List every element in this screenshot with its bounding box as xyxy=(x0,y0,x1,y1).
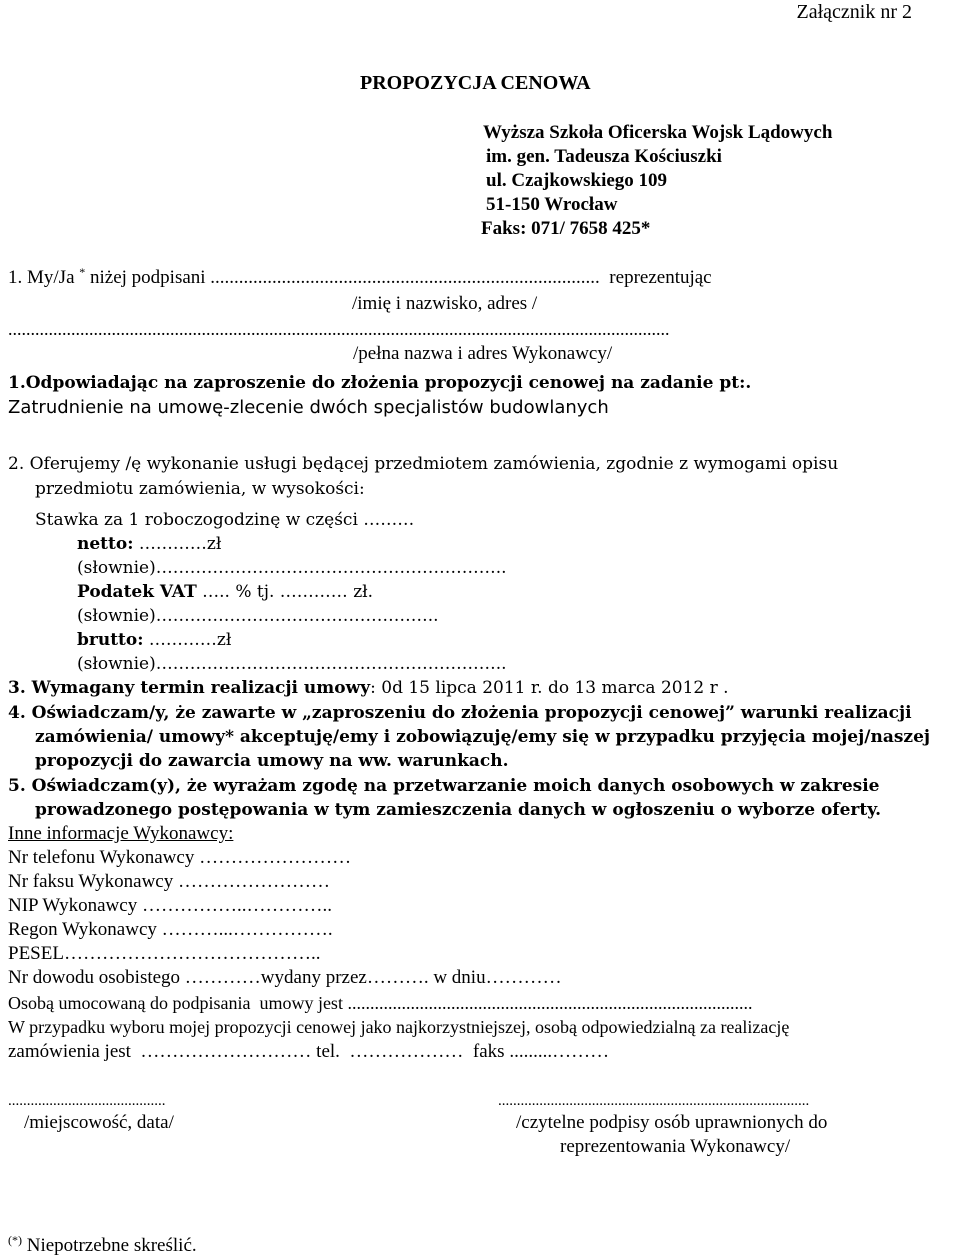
offer-line-1: 2. Oferujemy /ę wykonanie usługi będącej przedmiotem zamówienia, zgodnie z wymogami opisu xyxy=(8,454,839,474)
declaration-4-line-3: propozycji do zawarcia umowy na ww. warunkach. xyxy=(35,751,509,771)
document-title: PROPOZYCJA CENOWA xyxy=(360,72,591,94)
brutto-in-words: (słownie)…………………………………………………….. xyxy=(77,654,507,674)
recipient-line: Wyższa Szkoła Oficerska Wojsk Lądowych xyxy=(483,122,833,143)
contractor-intro xyxy=(8,266,712,290)
vat-label: Podatek VAT xyxy=(77,582,197,602)
netto-row xyxy=(77,532,221,556)
vat-in-words: (słownie)………………………………………….. xyxy=(77,606,439,626)
hourly-rate: Stawka za 1 roboczogodzinę w części ……… xyxy=(35,510,415,530)
other-info-heading: Inne informacje Wykonawcy: xyxy=(8,823,234,844)
footnote-text: Niepotrzebne skreślić. xyxy=(22,1235,197,1256)
responsible-person-line-2: zamówienia jest ……………………… tel. ……………… faks .........……… xyxy=(8,1041,610,1062)
invitation-heading: 1.Odpowiadając na zaproszenie do złożenia propozycji cenowej na zadanie pt:. xyxy=(8,373,752,393)
footnote xyxy=(8,1234,197,1258)
netto-value: …………zł xyxy=(133,534,222,554)
declaration-5-line-2: prowadzonego postępowania w tym zamieszczenia danych w ogłoszeniu o wyborze oferty. xyxy=(35,800,882,820)
contractor-intro-post: niżej podpisani .................................................................................. reprezentując xyxy=(85,267,712,288)
completion-term-value: : 0d 15 lipca 2011 r. do 13 marca 2012 r . xyxy=(370,678,729,698)
brutto-label: brutto: xyxy=(77,630,144,650)
recipient-line: im. gen. Tadeusza Kościuszki xyxy=(486,146,722,167)
place-date-dots: .......................................... xyxy=(8,1093,166,1109)
completion-term xyxy=(8,676,729,700)
netto-in-words: (słownie)…………………………………………………….. xyxy=(77,558,507,578)
annex-label: Załącznik nr 2 xyxy=(796,1,912,23)
vat-value: ….. % tj. ………… zł. xyxy=(196,582,374,602)
recipient-line: 51-150 Wrocław xyxy=(486,194,618,215)
declaration-4-line-1: 4. Oświadczam/y, że zawarte w „zaproszeniu do złożenia propozycji cenowej” warunki realizacji xyxy=(8,703,912,723)
hint-name-address: /imię i nazwisko, adres / xyxy=(352,293,538,314)
pesel-field: PESEL………………………………….. xyxy=(8,943,321,964)
signature-dots: ................................................................................... xyxy=(498,1093,810,1109)
hint-contractor: /pełna nazwa i adres Wykonawcy/ xyxy=(353,343,613,364)
contractor-intro-pre: 1. My/Ja xyxy=(8,267,80,288)
id-card-field: Nr dowodu osobistego …………wydany przez………. w dniu………… xyxy=(8,967,562,988)
declaration-5-line-1: 5. Oświadczam(y), że wyrażam zgodę na przetwarzanie moich danych osobowych w zakresie xyxy=(8,776,880,796)
recipient-line: ul. Czajkowskiego 109 xyxy=(486,170,668,191)
completion-term-label: 3. Wymagany termin realizacji umowy xyxy=(8,678,371,698)
offer-line-2: przedmiotu zamówienia, w wysokości: xyxy=(35,479,365,499)
nip-field: NIP Wykonawcy ……………..………….. xyxy=(8,895,332,916)
fax-field: Nr faksu Wykonawcy …………………… xyxy=(8,871,330,892)
footnote-mark: (*) xyxy=(8,1233,22,1247)
phone-field: Nr telefonu Wykonawcy …………………… xyxy=(8,847,352,868)
brutto-value: …………zł xyxy=(143,630,232,650)
footnote-star: * xyxy=(79,265,86,279)
vat-row xyxy=(77,580,373,604)
contractor-dots-field: ................................................................................................................................................... xyxy=(8,319,670,339)
brutto-row xyxy=(77,628,231,652)
recipient-line: Faks: 071/ 7658 425* xyxy=(481,218,651,239)
regon-field: Regon Wykonawcy ………...……………. xyxy=(8,919,333,940)
place-date-label: /miejscowość, data/ xyxy=(24,1112,174,1133)
authorized-person-field: Osobą umocowaną do podpisania umowy jest .......................................................................................... xyxy=(8,993,753,1013)
declaration-4-line-2: zamówienia/ umowy* akceptuję/emy i zobowiązuję/emy się w przypadku przyjęcia mojej/naszej xyxy=(35,727,931,747)
signature-label-line-2: reprezentowania Wykonawcy/ xyxy=(560,1136,791,1157)
task-title: Zatrudnienie na umowę-zlecenie dwóch specjalistów budowlanych xyxy=(8,397,609,418)
netto-label: netto: xyxy=(77,534,134,554)
responsible-person-line-1: W przypadku wyboru mojej propozycji cenowej jako najkorzystniejszej, osobą odpowiedzialną za realizację xyxy=(8,1017,790,1037)
signature-label-line-1: /czytelne podpisy osób uprawnionych do xyxy=(516,1112,828,1133)
